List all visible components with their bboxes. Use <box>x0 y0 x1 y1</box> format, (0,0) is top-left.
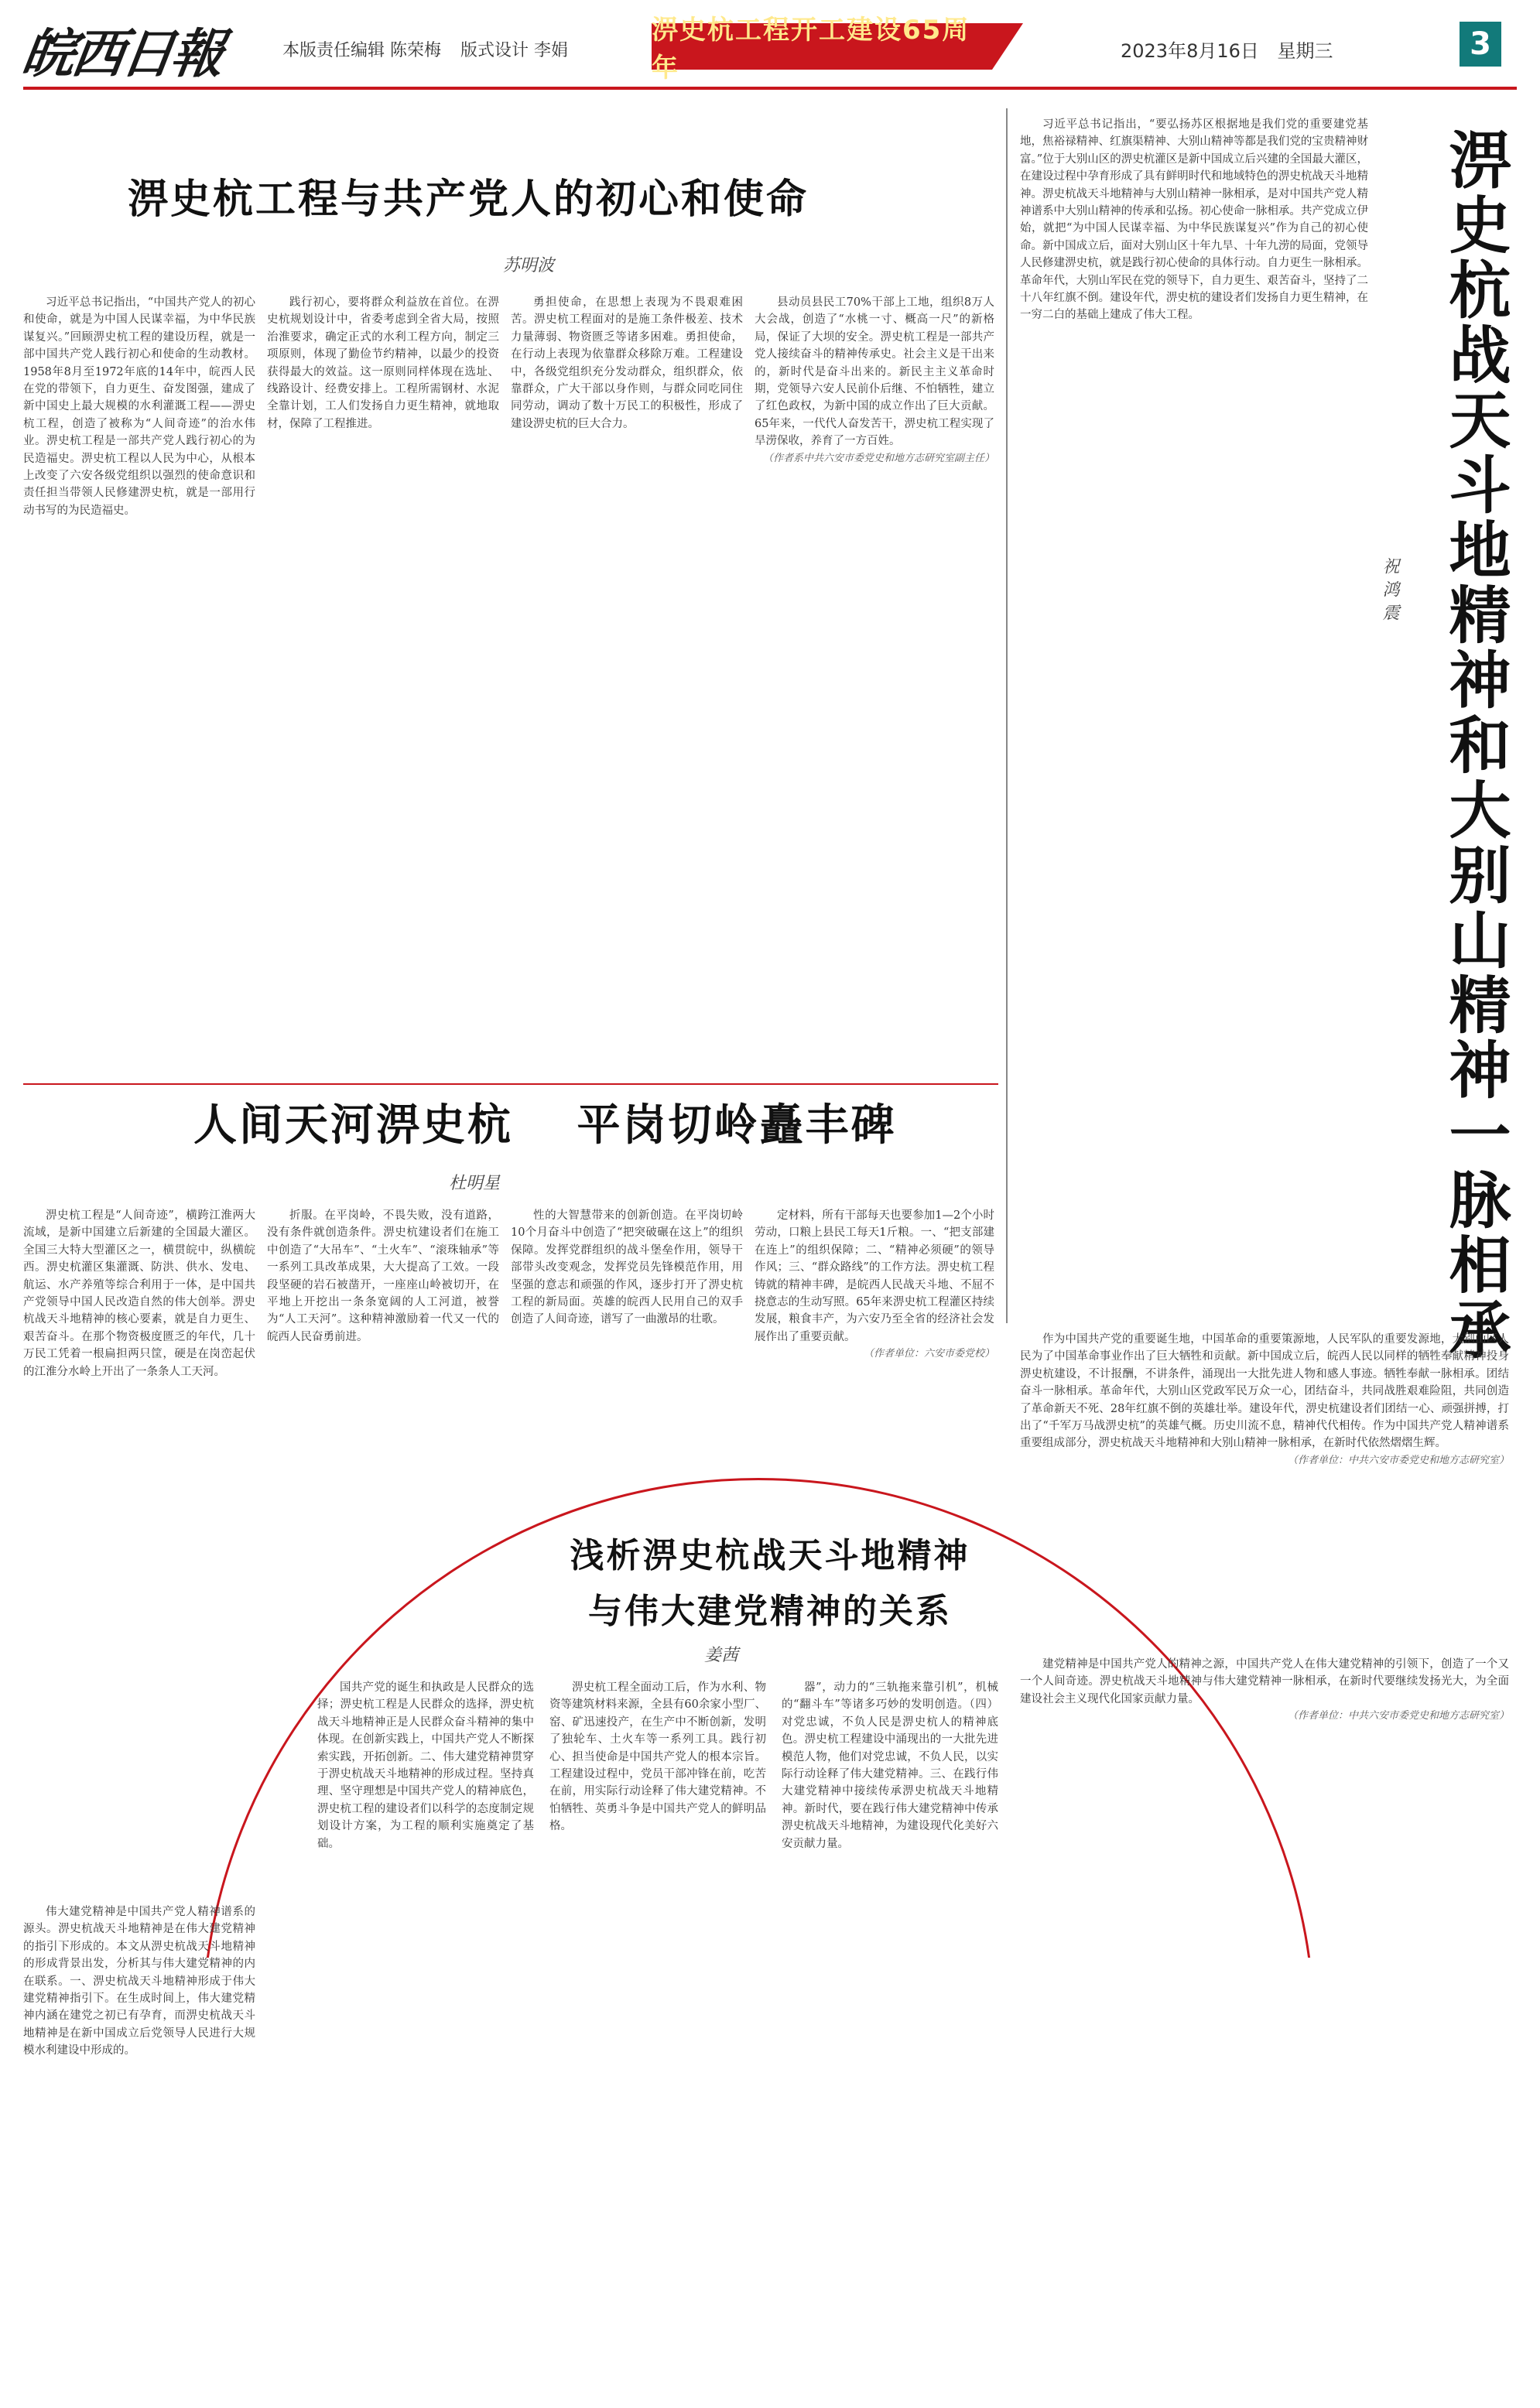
article3-title-line-1: 浅析淠史杭战天斗地精神 <box>570 1536 970 1575</box>
article2-text: 淠史杭工程是“人间奇迹”，横跨江淮两大流域，是新中国建立后新建的全国最大灌区。全国三大特大型灌区之一，横贯皖中，纵横皖西。淠史杭灌区集灌溉、防洪、供水、发电、航运、水产养殖等综合利用于一体，是中国共产党领导中国人民改造自然的伟大创举。淠史杭战天斗地精神的核心要素，就是自力更生、艰苦奋斗。在那个物资极度匮乏的年代，几十万民工凭着一根扁担两只筐，硬是在岗峦起伏的江淮分水岭上开出了一条条人工天河。 <box>23 1209 255 1378</box>
article3-text: 建党精神是中国共产党人的精神之源，中国共产党人在伟大建党精神的引领下，创造了一个又一个人间奇迹。淠史杭战天斗地精神与伟大建党精神一脉相承，在新时代要继续发扬光大，为全面建设社会主义现代化国家贡献力量。 <box>1020 1658 1509 1705</box>
article3-text: 伟大建党精神是中国共产党人精神谱系的源头。淠史杭战天斗地精神是在伟大建党精神的指引下形成的。本文从淠史杭战天斗地精神的形成背景出发，分析其与伟大建党精神的内在联系。一、淠史杭战天斗地精神形成于伟大建党精神指引下。在生成时间上，伟大建党精神内涵在建党之初已有孕育，而淠史杭战天斗地精神是在新中国成立后党领导人民进行大规模水利建设中形成的。 <box>23 1906 255 2057</box>
article1-author-note: （作者系中共六安市委党史和地方志研究室副主任） <box>762 452 994 464</box>
article-right-author-note: （作者单位：中共六安市委党史和地方志研究室） <box>1287 1454 1509 1466</box>
column-divider <box>1006 108 1008 1323</box>
article3-title-line-2: 与伟大建党精神的关系 <box>588 1592 952 1631</box>
article3-text: 淠史杭工程全面动工后，作为水利、物资等建筑材料来源，全县有60余家小型厂、窑、矿迅速投产，在生产中不断创新，发明了独轮车、土火车等一系列工具。践行初心、担当使命是中国共产党人的根本宗旨。工程建设过程中，党员干部冲锋在前，吃苦在前，用实际行动诠释了伟大建党精神。不怕牺牲、英勇斗争是中国共产党人的鲜明品格。 <box>549 1681 766 1833</box>
article2-text: 性的大智慧带来的创新创造。在平岗切岭10个月奋斗中创造了“把突破碾在这上”的组织保障。发挥党群组织的战斗堡垒作用，领导干部带头改变观念，发挥党员先锋模范作用，用坚强的意志和顽强的作风，逐步打开了淠史杭工程的新局面。英雄的皖西人民用自己的双手创造了人间奇迹，谱写了一曲激昂的壮歌。 <box>511 1209 743 1326</box>
newspaper-logo: 皖西日報 <box>18 23 225 85</box>
article2-top-rule <box>23 1083 998 1085</box>
article1-byline: 苏明波 <box>503 256 555 275</box>
article2-byline: 杜明星 <box>449 1174 501 1193</box>
article1-column-4 <box>755 294 994 1068</box>
date-text: 2023年8月16日 <box>1121 40 1259 62</box>
topic-banner: 淠史杭工程开工建设65周年 <box>652 23 992 70</box>
article2-column-4 <box>755 1207 994 1517</box>
article-right-column-1 <box>1020 116 1368 1323</box>
article1-text: 县动员县民工70%干部上工地，组织8万人大会战，创造了“水桃一寸、概高一尺”的新格局，保证了大坝的安全。淠史杭工程是一部共产党人接续奋斗的精神传承史。社会主义是干出来的，新时代是奋斗出来的。新民主主义革命时期，党领导六安人民前仆后继、不怕牺牲，建立了红色政权，为新中国的成立作出了巨大贡献。65年来，一代代人奋发苦干，淠史杭工程实现了旱涝保收，养育了一方百姓。 <box>755 296 994 448</box>
article1-text: 勇担使命，在思想上表现为不畏艰难困苦。淠史杭工程面对的是施工条件极差、技术力量薄弱、物资匮乏等诸多困难。勇担使命，在行动上表现为依靠群众移除万难。工程建设中，各级党组织充分发动群众，组织群众，依靠群众，广大干部以身作则，与群众同吃同住同劳动，调动了数十万民工的积极性，形成了建设淠史杭的巨大合力。 <box>511 296 743 430</box>
article3-text: 器”，动力的“三轨拖来靠引机”，机械的“翻斗车”等诸多巧妙的发明创造。（四）对党忠诚，不负人民是淠史杭人的精神底色。淠史杭工程建设中涌现出的一大批先进模范人物，他们对党忠诚，不负人民，以实际行动诠释了伟大建党精神。三、在践行伟大建党精神中接续传承淠史杭战天斗地精神。新时代，要在践行伟大建党精神中传承淠史杭战天斗地精神，为建设现代化美好六安贡献力量。 <box>782 1681 998 1850</box>
article1-title: 淠史杭工程与共产党人的初心和使命 <box>128 176 809 223</box>
article2-title <box>193 1091 897 1153</box>
editor-credits <box>282 37 582 61</box>
article3-column-4 <box>782 1679 998 2383</box>
article2-title-part-a: 人间天河淠史杭 <box>193 1100 513 1151</box>
article1-text: 习近平总书记指出，“中国共产党人的初心和使命，就是为中国人民谋幸福，为中华民族谋复兴。”回顾淠史杭工程的建设历程，就是一部中国共产党人践行初心和使命的生动教材。1958年8月至1972年底的14年中，皖西人民在党的带领下，自力更生、奋发图强，建成了新中国史上最大规模的水利灌溉工程——淠史杭工程，创造了被称为“人间奇迹”的治水伟业。淠史杭工程是一部共产党人践行初心的为民造福史。淠史杭工程以人民为中心，从根本上改变了六安各级党组织以强烈的使命意识和责任担当带领人民修建淠史杭，就是一部用行动书写的为民造福史。 <box>23 296 255 517</box>
article2-column-2 <box>267 1207 499 1517</box>
weekday-text: 星期三 <box>1277 40 1333 62</box>
article3-text: 国共产党的诞生和执政是人民群众的选择；淠史杭工程是人民群众的选择，淠史杭战天斗地精神正是人民群众奋斗精神的集中体现。在创新实践上，中国共产党人不断探索实践，开拓创新。二、伟大建党精神贯穿于淠史杭战天斗地精神的形成过程。坚持真理、坚守理想是中国共产党人的精神底色，淠史杭工程的建设者们以科学的态度制定规划设计方案，为工程的顺利实施奠定了基础。 <box>317 1681 534 1850</box>
article2-text: 折服。在平岗岭，不畏失败，没有道路，没有条件就创造条件。淠史杭建设者们在施工中创造了“大吊车”、“土火车”、“滚珠轴承”等一系列工具改革成果，大大提高了工效。一段段坚硬的岩石被凿开，一座座山岭被切开，在平地上开挖出一条条宽阔的人工河道，被誉为“人工天河”。这种精神激励着一代又一代的皖西人民奋勇前进。 <box>267 1209 499 1343</box>
editor-credit: 本版责任编辑 陈荣梅 <box>282 41 441 60</box>
article-right-title: 淠史杭战天斗地精神和大别山精神一脉相承 <box>1439 128 1511 1363</box>
masthead <box>0 0 1540 101</box>
article2-column-3 <box>511 1207 743 1517</box>
article3-title <box>418 1528 1122 1640</box>
article3-author-note: （作者单位：中共六安市委党史和地方志研究室） <box>1287 1710 1509 1722</box>
issue-date <box>1121 36 1346 63</box>
article3-column-1 <box>23 1903 255 2383</box>
article2-text: 定材料，所有干部每天也要参加1—2个小时劳动，口粮上县民工每天1斤粮。一、“把支部建在连上”的组织保障；二、“精神必须硬”的领导作风；三、“群众路线”的工作方法。淠史杭工程铸就的精神丰碑，是皖西人民战天斗地、不屈不挠意志的生动写照。65年来淠史杭工程灌区持续发展，粮食丰产，为六安乃至全省的经济社会发展作出了重要贡献。 <box>755 1209 994 1343</box>
article-right-text: 习近平总书记指出，“要弘扬苏区根据地是我们党的重要建党基地，焦裕禄精神、红旗渠精神、大别山精神等都是我们党的宝贵精神财富。”位于大别山区的淠史杭灌区是新中国成立后兴建的全国最大灌区，在建设过程中孕育形成了具有鲜明时代和地域特色的淠史杭战天斗地精神。淠史杭战天斗地精神与大别山精神一脉相承，是对中国共产党人精神谱系中大别山精神的传承和弘扬。初心使命一脉相承。共产党成立伊始，就把“为中国人民谋幸福、为中华民族谋复兴”作为自己的初心使命。新中国成立后，面对大别山区十年九旱、十年九涝的局面，党领导人民修建淠史杭，就是践行初心使命的具体行动。自力更生一脉相承。革命年代，大别山军民在党的领导下，自力更生、艰苦奋斗，坚持了二十八年红旗不倒。建设年代，淠史杭的建设者们发扬自力更生精神，在一穷二白的基础上建成了伟大工程。 <box>1020 118 1368 322</box>
article1-column-3 <box>511 294 743 1021</box>
article3-column-2 <box>317 1679 534 2383</box>
article3-column-5 <box>1020 1656 1509 2383</box>
article-right-byline: 祝鸿震 <box>1380 557 1399 627</box>
article1-column-1 <box>23 294 255 1021</box>
article-right-text: 作为中国共产党的重要诞生地，中国革命的重要策源地，人民军队的重要发源地，大别山区人民为了中国革命事业作出了巨大牺牲和贡献。新中国成立后，皖西人民以同样的牺牲奉献精神投身淠史杭建设，不计报酬，不讲条件，涌现出一大批先进人物和感人事迹。牺牲奉献一脉相承。团结奋斗一脉相承。革命年代，大别山区党政军民万众一心，团结奋斗，共同战胜艰难险阻，共同创造了革命新天不死、28年红旗不倒的英雄壮举。建设年代，淠史杭建设者们团结一心、顽强拼搏，打出了“千军万马战淠史杭”的英雄气概。历史川流不息，精神代代相传。作为中国共产党人精神谱系重要组成部分，淠史杭战天斗地精神和大别山精神一脉相承，在新时代依然熠熠生辉。 <box>1020 1333 1509 1450</box>
article3-byline: 姜茜 <box>704 1646 739 1665</box>
article2-author-note: （作者单位：六安市委党校） <box>863 1348 994 1360</box>
masthead-rule <box>23 87 1517 90</box>
article1-column-2 <box>267 294 499 1021</box>
article2-title-part-b: 平岗切岭矗丰碑 <box>577 1100 897 1151</box>
article3-column-3 <box>549 1679 766 2383</box>
designer-credit: 版式设计 李娟 <box>460 41 568 60</box>
article1-text: 践行初心，要将群众利益放在首位。在淠史杭规划设计中，省委考虑到全省大局，按照治淮要求，确定正式的水利工程方向，制定三项原则，体现了勤俭节约精神，以最少的投资获得最大的效益。这一原则同样体现在选址、线路设计、经费安排上。工程所需钢材、水泥全靠计划，工人们发扬自力更生精神，就地取材，保障了工程推进。 <box>267 296 499 430</box>
page-number: 3 <box>1460 22 1501 67</box>
